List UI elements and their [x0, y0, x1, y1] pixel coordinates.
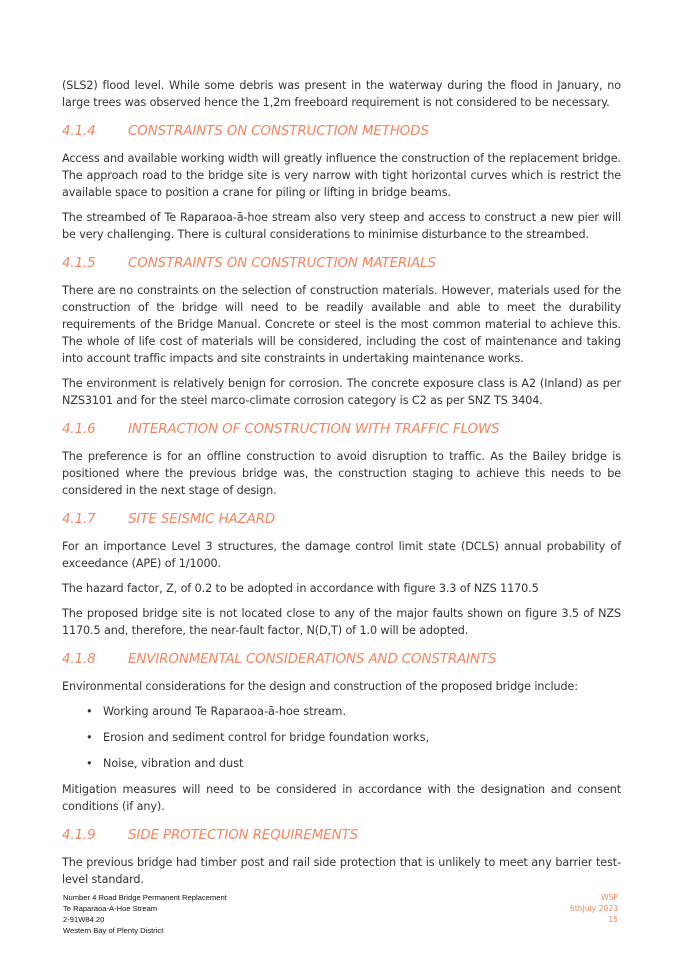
footer-project-info: [63, 892, 227, 936]
list-item: [62, 755, 621, 772]
list-item: [62, 703, 621, 720]
document-body: [62, 77, 621, 896]
paragraph: Environmental considerations for the design and construction of the proposed bridge include:: [62, 680, 578, 693]
section-heading-4-1-5: [62, 255, 621, 272]
list-item: [62, 729, 621, 746]
bullet-list: [62, 703, 621, 772]
footer-date: 6thJuly 2023: [569, 904, 618, 913]
bullet-icon: •: [86, 731, 93, 744]
footer-line: Western Bay of Plenty District: [63, 926, 164, 935]
paragraph: Mitigation measures will need to be considered in accordance with the designation and consent conditions (if any).: [62, 783, 621, 813]
list-item-text: Working around Te Raparaoa-ā-hoe stream.: [103, 705, 347, 718]
footer-line: Number 4 Road Bridge Permanent Replacement: [63, 893, 227, 902]
bullet-icon: •: [86, 757, 93, 770]
paragraph: The environment is relatively benign for corrosion. The concrete exposure class is A2 (Inland) as per NZS3101 and for the steel marco-climate corrosion category is C2 as per SNZ TS 3404.: [62, 377, 621, 407]
paragraph: The streambed of Te Raparaoa-ā-hoe stream also very steep and access to construct a new pier will be very challenging. There is cultural considerations to minimise disturbance to the streambed.: [62, 211, 621, 241]
footer-line: 2-91W84.20: [63, 915, 105, 924]
paragraph: The previous bridge had timber post and rail side protection that is unlikely to meet any barrier test-level standard.: [62, 856, 621, 886]
section-title: INTERACTION OF CONSTRUCTION WITH TRAFFIC FLOWS: [128, 422, 500, 437]
list-item-text: Noise, vibration and dust: [103, 757, 244, 770]
section-number: 4.1.6: [62, 422, 96, 437]
paragraph: For an importance Level 3 structures, the damage control limit state (DCLS) annual probability of exceedance (APE) of 1/1000.: [62, 540, 621, 570]
paragraph: The hazard factor, Z, of 0.2 to be adopted in accordance with figure 3.3 of NZS 1170.5: [62, 582, 539, 595]
section-title: CONSTRAINTS ON CONSTRUCTION MATERIALS: [128, 256, 436, 271]
section-title: SITE SEISMIC HAZARD: [128, 512, 276, 527]
list-item-text: Erosion and sediment control for bridge foundation works,: [103, 731, 430, 744]
section-title: ENVIRONMENTAL CONSIDERATIONS AND CONSTRAINTS: [128, 652, 497, 667]
section-number: 4.1.9: [62, 828, 96, 843]
page-number: 15: [608, 915, 618, 924]
intro-paragraph: (SLS2) flood level. While some debris was present in the waterway during the flood in January, no large trees was observed hence the 1,2m freeboard requirement is not considered to be necessary.: [62, 79, 621, 109]
section-heading-4-1-8: [62, 651, 621, 668]
section-number: 4.1.5: [62, 256, 96, 271]
section-title: SIDE PROTECTION REQUIREMENTS: [128, 828, 359, 843]
footer-meta: [570, 892, 618, 925]
section-heading-4-1-7: [62, 511, 621, 528]
paragraph: The preference is for an offline construction to avoid disruption to traffic. As the Bailey bridge is positioned where the previous bridge was, the construction staging to achieve this needs to be considered in the next stage of design.: [62, 450, 621, 497]
section-number: 4.1.4: [62, 124, 96, 139]
footer-line: Te Raparaoa-A-Hoe Stream: [63, 904, 158, 913]
section-heading-4-1-9: [62, 827, 621, 844]
section-heading-4-1-4: [62, 123, 621, 140]
section-title: CONSTRAINTS ON CONSTRUCTION METHODS: [128, 124, 429, 139]
paragraph: Access and available working width will greatly influence the construction of the replacement bridge. The approach road to the bridge site is very narrow with tight horizontal curves which is restrict the available space to position a crane for piling or lifting in bridge beams.: [62, 152, 621, 199]
section-heading-4-1-6: [62, 421, 621, 438]
section-number: 4.1.7: [62, 512, 96, 527]
footer-company: WSP: [601, 893, 618, 902]
paragraph: There are no constraints on the selection of construction materials. However, materials used for the construction of the bridge will need to be readily available and able to meet the durability requirements of the Bridge Manual. Concrete or steel is the most common material to achieve this. The whole of life cost of materials will be considered, including the cost of maintenance and taking into account traffic impacts and site constraints in undertaking maintenance works.: [62, 284, 621, 365]
section-number: 4.1.8: [62, 652, 96, 667]
paragraph: The proposed bridge site is not located close to any of the major faults shown on figure 3.5 of NZS 1170.5 and, therefore, the near-fault factor, N(D,T) of 1.0 will be adopted.: [62, 607, 621, 637]
bullet-icon: •: [86, 705, 93, 718]
